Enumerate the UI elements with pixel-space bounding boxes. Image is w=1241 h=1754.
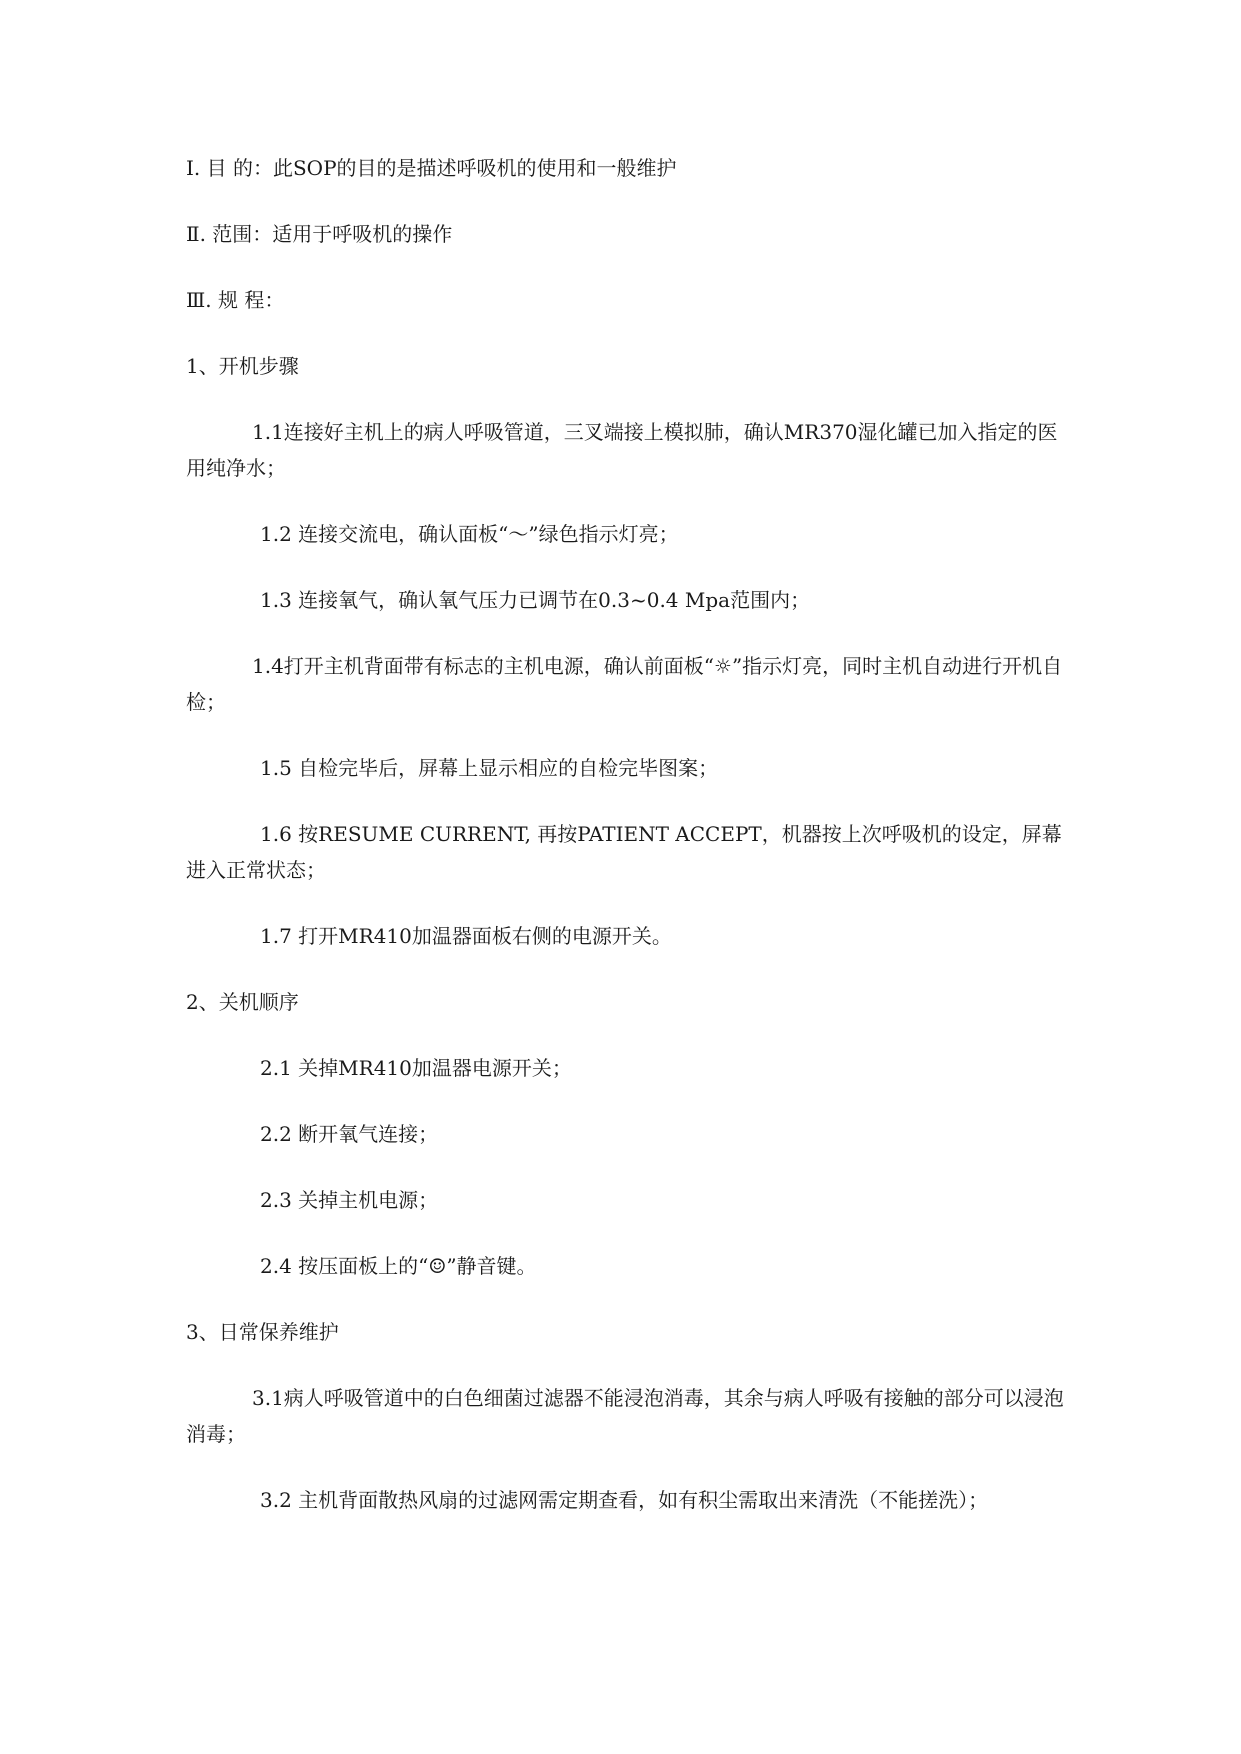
section-maintenance-heading: 3、日常保养维护 [186,1320,339,1344]
step-1-5: 1.5 自检完毕后，屏幕上显示相应的自检完毕图案； [260,756,719,780]
step-2-4: 2.4 按压面板上的“☺”静音键。 [260,1254,537,1278]
document-page [186,150,1066,1518]
section-startup-heading: 1、开机步骤 [186,354,299,378]
step-2-3: 2.3 关掉主机电源； [260,1188,439,1212]
step-1-7: 1.7 打开MR410加温器面板右侧的电源开关。 [260,924,672,948]
step-1-2: 1.2 连接交流电，确认面板“～”绿色指示灯亮； [260,522,679,546]
procedure-heading: Ⅲ. 规 程： [186,288,285,312]
purpose-line: Ⅰ. 目 的：此SOP的目的是描述呼吸机的使用和一般维护 [186,156,677,180]
step-1-3: 1.3 连接氧气，确认氧气压力已调节在0.3~0.4 Mpa范围内； [260,588,811,612]
scope-line: Ⅱ. 范围：适用于呼吸机的操作 [186,222,453,246]
step-1-1: 1.1连接好主机上的病人呼吸管道，三叉端接上模拟肺，确认MR370湿化罐已加入指定的医用纯净水； [186,420,1058,480]
section-shutdown-heading: 2、关机顺序 [186,990,299,1014]
step-2-1: 2.1 关掉MR410加温器电源开关； [260,1056,572,1080]
step-1-6: 1.6 按RESUME CURRENT, 再按PATIENT ACCEPT，机器按上次呼吸机的设定，屏幕进入正常状态； [186,822,1062,882]
step-3-2: 3.2 主机背面散热风扇的过滤网需定期查看，如有积尘需取出来清洗（不能搓洗）； [260,1488,989,1512]
step-3-1: 3.1病人呼吸管道中的白色细菌过滤器不能浸泡消毒，其余与病人呼吸有接触的部分可以浸泡消毒； [186,1386,1064,1446]
step-2-2: 2.2 断开氧气连接； [260,1122,439,1146]
step-1-4: 1.4打开主机背面带有标志的主机电源，确认前面板“☼”指示灯亮，同时主机自动进行开机自检； [186,654,1063,714]
